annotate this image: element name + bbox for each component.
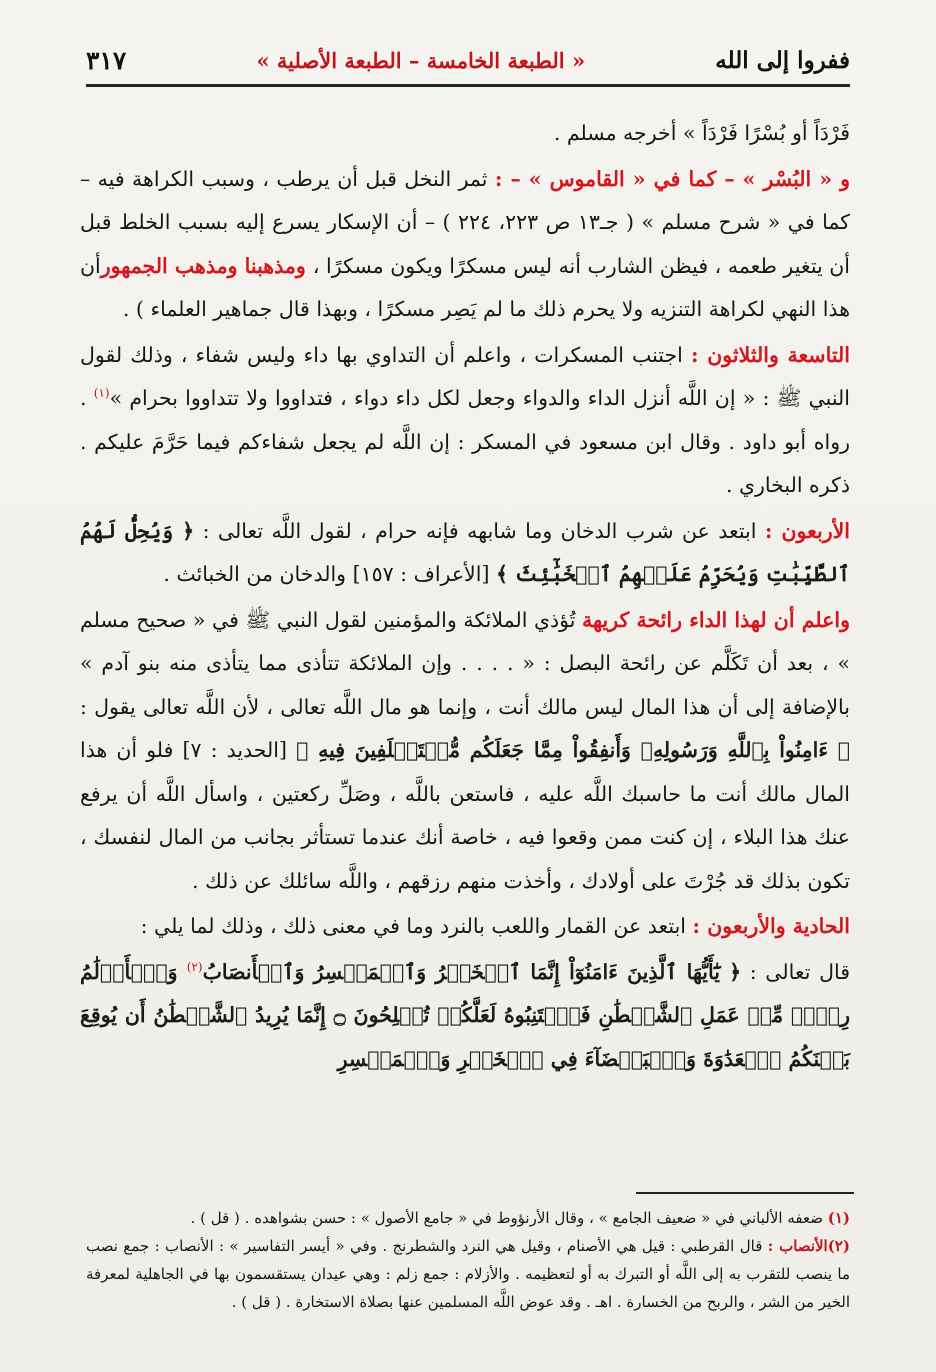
paragraph [80,951,850,1082]
term-label: و « البُسْر » – كما في « القاموس » – : [494,166,850,191]
footnote-text: ضعفه الألباني في « ضعيف الجامع » ، وقال الأرنؤوط في « جامع الأصول » : حسن بشواهده . ( قل ) . [190,1209,828,1227]
paragraph-text: اجتنب المسكرات ، واعلم أن التداوي بها داء وليس شفاء ، وذلك لقول النبي ﷺ : « إن اللَّه أنزل الداء والدواء وجعل لكل داء دواء ، فتداووا ولا تتداووا بحرام » [80,342,850,410]
paragraph-text: فَرْدَاً أو بُسْرًا فَرْدَاً » أخرجه مسلم . [553,121,850,145]
quran-verse: ﴿ يَٰٓأَيُّهَا ٱلَّذِينَ ءَامَنُوٓاْ إِنَّمَا ٱلۡخَمۡرُ وَٱلۡمَيۡسِرُ وَٱلۡأَنصَابُ [202,959,742,984]
paragraph [80,599,850,904]
highlight-label: واعلم أن لهذا الداء رائحة كريهة [582,607,851,632]
paragraph-text: [الأعراف : ١٥٧] والدخان من الخبائث . [163,562,496,586]
paragraph-text: [الحديد : ٧] فلو أن هذا المال مالك أنت ما حاسبك اللَّه عليه ، فاستعن باللَّه ، وصَلِّ ركعتين ، واسأل اللَّه أن يرفع عنك هذا البلاء ، إن كنت ممن وقعوا فيه ، خاصة أنك عندما تستأثر بجانب من المال لنفسك ، تكون بذلك قد جُرْتَ على أولادك ، وأخذت منهم رزقهم ، واللَّه سائلك عن ذلك . [80,738,850,893]
book-title: ففروا إلى الله [715,46,850,74]
section-label: الأربعون : [764,518,851,543]
paragraph-text: أن هذا النهي لكراهة التنزيه ولا يحرم ذلك ما لم يَصِر مسكرًا ، وبهذا قال جماهير العلماء ) . [80,253,850,321]
paragraph-text: ابتعد عن القمار واللعب بالنرد وما في معنى ذلك ، وذلك لما يلي : [140,914,693,938]
footnote-ref: (١) [93,386,110,401]
paragraph-text: . رواه أبو داود . وقال ابن مسعود في المسكر : إن اللَّه لم يجعل شفاءكم فيما حَرَّمَ عليكم . ذكره البخاري . [80,386,850,497]
footnote [86,1232,850,1316]
footnote-term: الأنصاب : [767,1237,828,1255]
quran-verse: وَٱلۡأَزۡلَٰمُ رِجۡسٞ مِّنۡ عَمَلِ ٱلشَّيۡطَٰنِ فَٱجۡتَنِبُوهُ لَعَلَّكُمۡ تُفۡلِحُونَ ۝ إِنَّمَا يُرِيدُ ٱلشَّيۡطَٰنُ أَن يُوقِعَ بَيۡنَكُمُ ٱلۡعَدَٰوَةَ وَٱلۡبَغۡضَآءَ فِي ٱلۡخَمۡرِ وَٱلۡمَيۡسِرِ [80,959,850,1071]
term-label: ومذهبنا ومذهب الجمهور [100,253,313,278]
edition-label: « الطبعة الخامسة – الطبعة الأصلية » [256,47,586,73]
paragraph-text: ابتعد عن شرب الدخان وما شابهه فإنه حرام ، لقول اللَّه تعالى : [194,518,765,543]
paragraph-text: ثمر النخل قبل أن يرطب ، وسبب الكراهة فيه – كما في « شرح مسلم » ( جـ١٣ ص ٢٢٣، ٢٢٤ ) – أن الإسكار يسرع إليه بسبب الخلط قبل أن يتغير طعمه ، فيظن الشارب أنه ليس مسكرًا ويكون مسكرًا ، [80,166,851,278]
paragraph-text: تُؤذي الملائكة والمؤمنين لقول النبي ﷺ في « صحيح مسلم » ، بعد أن تَكَلَّم عن رائحة البصل : « . . . . وإن الملائكة تتأذى مما يتأذى منه بنو آدم » بالإضافة إلى أن هذا المال ليس مالك أنت ، وإنما هو مال اللَّه تعالى ، لأن اللَّه تعالى يقول : [80,607,850,719]
page-number: ٣١٧ [86,45,127,75]
footnote-divider [636,1192,854,1194]
footnote-number: (١) [827,1209,850,1227]
footnote-text: قال القرطبي : قيل هي الأصنام ، وقيل هي النرد والشطرنج . وفي « أيسر التفاسير » : الأنصاب : جمع نصب ما ينصب للتقرب به إلى اللَّه أو التبرك به أو لتعظيمه . والأزلام : جمع زلم : وهي عيدان يستقسمون بها في الجاهلية لمعرفة الخير من الشر ، والربح من الخسارة . اهـ . وقد عوض اللَّه المسلمين عنها بصلاة الاستخارة . ( قل ) . [86,1237,850,1311]
section-label: الحادية والأربعون : [692,914,850,938]
paragraph [80,112,850,156]
quran-verse: ﴿ ءَامِنُواْ بِٱللَّهِ وَرَسُولِهِۦ وَأَنفِقُواْ مِمَّا جَعَلَكُم مُّسۡتَخۡلَفِينَ فِيهِ ﴾ [296,738,850,762]
footnote [86,1204,850,1232]
paragraph [80,510,850,597]
section-label: التاسعة والثلاثون : [690,342,850,367]
footnote-ref: (٢) [186,959,203,974]
paragraph [80,905,850,949]
page-header [86,36,850,87]
page-body [80,112,850,1081]
footnote-number: (٢) [827,1237,850,1255]
paragraph [80,334,850,508]
footnotes [86,1204,850,1316]
paragraph [80,158,850,332]
paragraph-text: قال تعالى : [741,959,851,984]
quran-verse: ﴿ وَيُحِلُّ لَهُمُ ٱلطَّيِّبَٰتِ وَيُحَرِّمُ عَلَيۡهِمُ ٱلۡخَبَٰٓئِثَ ﴾ [80,518,850,586]
